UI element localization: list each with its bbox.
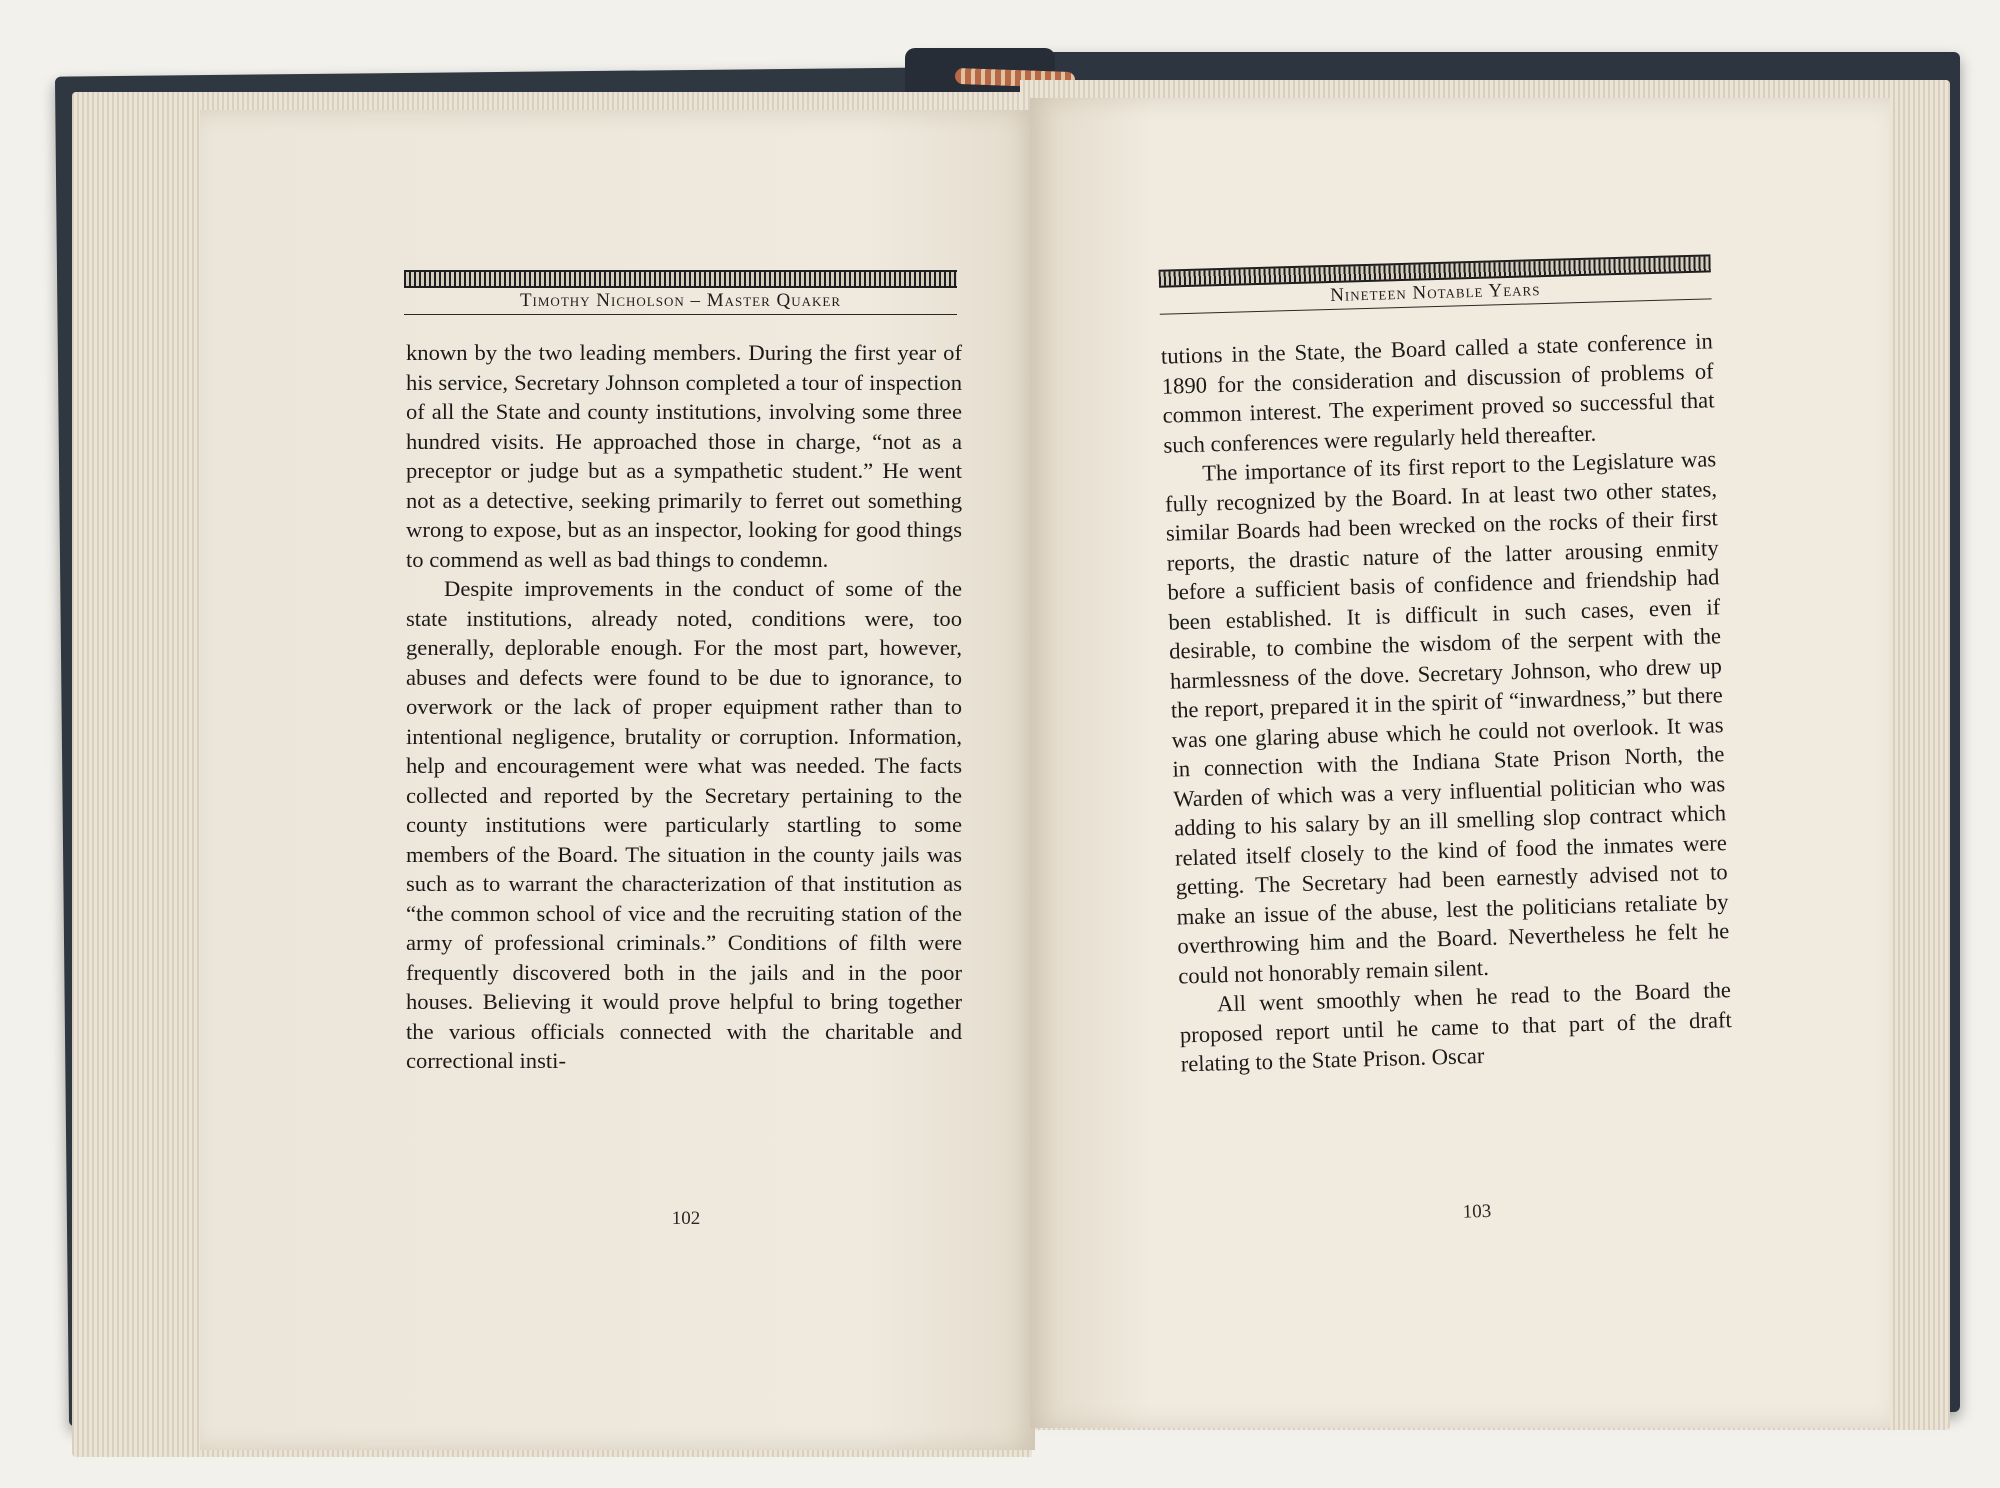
right-page-content [1150, 234, 1737, 1229]
left-header-ornament [404, 270, 957, 288]
right-paragraph-3: All went smoothly when he read to the Board the proposed report until he came to that part of the draft relating to the State Prison. Oscar [1179, 977, 1733, 1077]
left-running-head: Timothy Nicholson – Master Quaker [404, 290, 957, 315]
left-page-number: 102 [671, 1208, 701, 1229]
right-paragraph-2: The importance of its first report to the Legislature was fully recognized by the Board. In at least two other states, similar Boards had been wrecked on the rocks of their first reports, the drastic nature of the latter arousing enmity before a sufficient basis of confidence and friendship had been established. It is difficult in such cases, even if desirable, to combine the wisdom of the serpent with the harmlessness of the dove. Secretary Johnson, who drew up the report, prepared it in the spirit of “inwardness,” but there was one glaring abuse which he could not overlook. It was in connection with the Indiana State Prison North, the Warden of which was a very influential politician who was adding to his salary by an ill smelling slop contract which related itself closely to the kind of food the inmates were getting. The Secretary had been earnestly advised not to make an issue of the abuse, lest the politicians retaliate by overthrowing him and the Board. Nevertheless he felt he could not honorably remain silent. [1164, 446, 1730, 988]
right-running-head: Nineteen Notable Years [1159, 274, 1711, 314]
right-page-number: 103 [1462, 1200, 1492, 1223]
right-page-text [1161, 326, 1733, 1079]
right-paragraph-1: tutions in the State, the Board called a state conference in 1890 for the consideration and discussion of problems of common interest. The experiment proved so successful that such conferences were regularly held thereafter. [1160, 328, 1715, 458]
left-page-text [406, 338, 962, 1076]
left-paragraph-1: known by the two leading members. During the first year of his service, Secretary Johnson completed a tour of inspection of all the State and county institutions, involving some three hundred visits. He approached those in charge, “not as a preceptor or judge but as a sympathetic student.” He went not as a detective, seeking primarily to ferret out something wrong to expose, but as an inspector, looking for good things to commend as well as bad things to condemn. [406, 340, 962, 572]
left-paragraph-2: Despite improvements in the conduct of some of the state institutions, already noted, conditions were, too generally, deplorable enough. For the most part, however, abuses and defects were found to be due to ignorance, to overwork or the lack of proper equipment rather than to intentional negligence, brutality or corruption. Information, help and encouragement were what was needed. The facts collected and reported by the Secretary pertaining to the county institutions were particularly startling to some members of the Board. The situation in the county jails was such as to warrant the characterization of that institution as “the common school of vice and the recruiting station of the army of professional criminals.” Conditions of filth were frequently discovered both in the jails and in the poor houses. Believing it would prove helpful to bring together the various officials connected with the charitable and correctional insti- [406, 576, 962, 1073]
